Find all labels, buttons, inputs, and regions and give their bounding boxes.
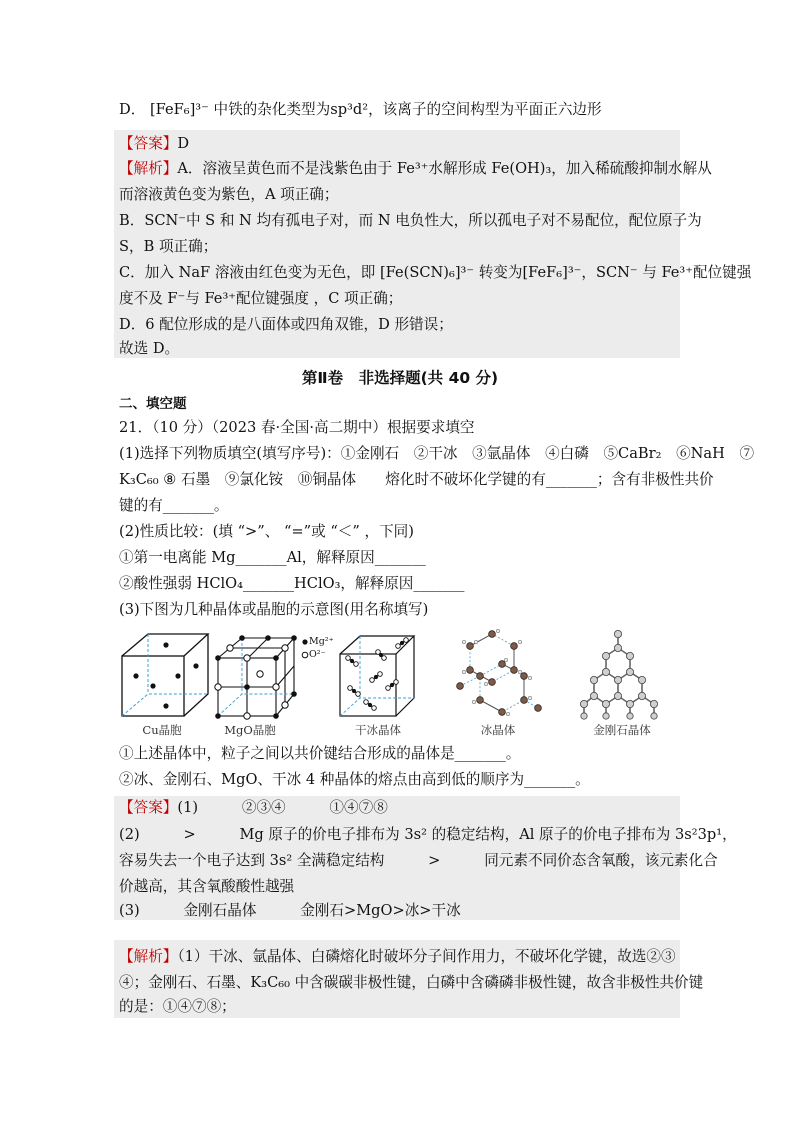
mg-legend-dot — [302, 639, 307, 644]
analysis-2-line-2: 的是：①④⑦⑧； — [119, 998, 236, 1015]
mgo-cell-figure — [212, 628, 320, 720]
analysis-1-tag: 【解析】 — [119, 160, 178, 177]
analysis-2-text: （1）干冰、氩晶体、白磷熔化时破坏分子间作用力，不破坏化学键，故选②③ — [177, 948, 676, 965]
o-legend-label: O²⁻ — [309, 649, 326, 660]
mg-legend-label: Mg²⁺ — [309, 636, 334, 647]
answer-2-text: (1) ②③④ ①④⑦⑧ — [177, 799, 388, 816]
caption-diamond: 金刚石晶体 — [593, 723, 651, 737]
caption-dry-ice: 干冰晶体 — [355, 723, 401, 737]
question-line-0: 21．（10 分）（2023 春·全国·高二期中）根据要求填空 — [119, 419, 475, 436]
question-line-2: K₃C₆₀ ⑧ 石墨 ⑨氯化铵 ⑩铜晶体 熔化时不破坏化学键的有_______；含有非极性共价 — [119, 471, 714, 488]
analysis-1-text: A．溶液呈黄色而不是浅紫色由于 Fe³⁺水解形成 Fe(OH)₃，加入稀硫酸抑制水解从 — [177, 160, 712, 177]
option-d-label: D． — [119, 101, 146, 118]
analysis-2-line-0 — [119, 947, 676, 967]
analysis-2-tag: 【解析】 — [119, 948, 178, 965]
question-line-3: 键的有_______。 — [119, 497, 229, 514]
analysis-1-line-4: C．加入 NaF 溶液由红色变为无色，即 [Fe(SCN)₆]³⁻ 转变为[FeF₆]³⁻，SCN⁻ 与 Fe³⁺配位键强 — [119, 264, 752, 281]
caption-cu: Cu晶胞 — [142, 723, 182, 737]
o-legend-dot — [302, 652, 308, 658]
answer-1 — [119, 134, 189, 154]
question-line-1: (1)选择下列物质填空(填写序号)：①金刚石 ②干冰 ③氩晶体 ④白磷 ⑤CaBr₂ ⑥NaH ⑦ — [119, 445, 755, 462]
question-after-line-0: ①上述晶体中，粒子之间以共价键结合形成的晶体是_______。 — [119, 745, 521, 762]
option-d — [119, 100, 602, 120]
mgo-legend — [309, 635, 334, 661]
analysis-1-line-6: D．6 配位形成的是八面体或四角双锥，D 形错误； — [119, 316, 453, 333]
answer-2-line-4: (3) 金刚石晶体 金刚石>MgO>冰>干冰 — [119, 902, 461, 919]
answer-2-line-2: 容易失去一个电子达到 3s² 全满稳定结构 > 同元素不同价态含氧酸，该元素化合 — [119, 852, 718, 869]
section-title: 第Ⅱ卷 非选择题(共 40 分) — [301, 369, 499, 387]
analysis-1-line-7: 故选 D。 — [119, 340, 180, 357]
analysis-2-line-1: ④；金刚石、石墨、K₃C₆₀ 中含碳碳非极性键，白磷中含磷磷非极性键，故含非极性共价键 — [119, 974, 704, 991]
ice-figure — [450, 626, 545, 720]
answer-2-line-3: 价越高，其含氧酸酸性越强 — [119, 878, 295, 895]
question-line-6: ②酸性强弱 HClO₄_______HClO₃，解释原因_______ — [119, 575, 465, 592]
answer-2-tag: 【答案】 — [119, 799, 178, 816]
analysis-1-line-1: 而溶液黄色变为紫色，A 项正确； — [119, 186, 339, 203]
caption-mgo: MgO晶胞 — [224, 723, 276, 737]
section-subtitle: 二、填空题 — [119, 396, 187, 412]
cu-cell-figure — [118, 628, 213, 720]
answer-1-value: D — [177, 135, 190, 152]
analysis-1-line-3: S，B 项正确； — [119, 238, 218, 255]
dry-ice-figure — [336, 628, 418, 720]
question-after-line-1: ②冰、金刚石、MgO、干冰 4 种晶体的熔点由高到低的顺序为_______。 — [119, 771, 590, 788]
question-line-5: ①第一电离能 Mg_______Al，解释原因_______ — [119, 549, 426, 566]
analysis-1-line-5: 度不及 F⁻与 Fe³⁺配位键强度 ，C 项正确； — [119, 290, 403, 307]
answer-2-line-1: (2) > Mg 原子的价电子排布为 3s² 的稳定结构，Al 原子的价电子排布为 3s²3p¹， — [119, 826, 737, 843]
analysis-1-line-0 — [119, 159, 712, 179]
answer-1-tag: 【答案】 — [119, 135, 178, 152]
diamond-figure — [578, 626, 663, 720]
option-d-text: 中铁的杂化类型为sp³d²，该离子的空间构型为平面正六边形 — [213, 101, 602, 118]
analysis-1-line-2: B．SCN⁻中 S 和 N 均有孤电子对，而 N 电负性大，所以孤电子对不易配位，配位原子为 — [119, 212, 702, 229]
option-d-formula: [FeF₆]³⁻ — [149, 101, 209, 118]
question-line-7: (3)下图为几种晶体或晶胞的示意图(用名称填写) — [119, 601, 429, 618]
caption-ice: 冰晶体 — [480, 723, 516, 737]
question-line-4: (2)性质比较：(填 “>”、 “=”或 “＜” ，下同) — [119, 523, 414, 540]
answer-2-line-0 — [119, 798, 388, 818]
